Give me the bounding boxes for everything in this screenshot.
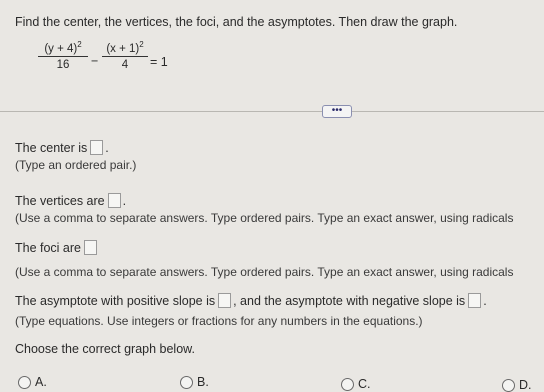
fraction-x-numerator: (x + 1) (106, 42, 140, 55)
asymptote-positive-label: The asymptote with positive slope is (15, 294, 216, 308)
option-a-radio[interactable] (18, 376, 31, 389)
foci-row (15, 240, 99, 255)
asymptote-negative-label: , and the asymptote with negative slope is (233, 294, 466, 308)
vertices-input[interactable] (108, 193, 121, 208)
center-row: The center is . (15, 141, 109, 155)
fraction-y-numerator: (y + 4) (44, 42, 78, 55)
fraction-y-term (38, 40, 88, 71)
option-c-radio[interactable] (341, 378, 354, 391)
graph-prompt: Choose the correct graph below. (15, 342, 195, 356)
fraction-x-denominator: 4 (121, 58, 129, 71)
foci-hint: (Use a comma to separate answers. Type ordered pairs. Type an exact answer, using radicals (15, 265, 514, 279)
vertices-hint: (Use a comma to separate answers. Type ordered pairs. Type an exact answer, using radicals (15, 211, 514, 225)
more-button[interactable]: ••• (322, 105, 352, 118)
asymptotes-hint: (Type equations. Use integers or fractions for any numbers in the equations.) (15, 314, 423, 328)
question-instruction: Find the center, the vertices, the foci, and the asymptotes. Then draw the graph. (15, 15, 458, 29)
section-divider (0, 111, 544, 112)
vertices-label: The vertices are (15, 194, 105, 208)
fraction-y-denominator: 16 (56, 58, 70, 71)
fraction-y-exponent: 2 (77, 40, 82, 49)
option-d-radio[interactable] (502, 379, 515, 392)
fraction-x-term (102, 40, 148, 71)
fraction-x-exponent: 2 (139, 40, 144, 49)
vertices-row: The vertices are . (15, 194, 127, 208)
minus-sign: − (91, 54, 99, 68)
option-b-radio[interactable] (180, 376, 193, 389)
asymptote-negative-input[interactable] (468, 293, 481, 308)
center-label: The center is (15, 141, 88, 155)
asymptotes-row: The asymptote with positive slope is , and the asymptote with negative slope is . (15, 294, 487, 308)
option-d-label[interactable]: D. (519, 378, 532, 392)
foci-label: The foci are (15, 241, 82, 255)
asymptote-positive-input[interactable] (218, 293, 231, 308)
option-b-label[interactable]: B. (197, 375, 209, 389)
center-input[interactable] (90, 140, 103, 155)
option-c-label[interactable]: C. (358, 377, 371, 391)
option-a-label[interactable]: A. (35, 375, 47, 389)
equation-rhs: = 1 (150, 55, 168, 69)
foci-input[interactable] (84, 240, 97, 255)
center-hint: (Type an ordered pair.) (15, 158, 137, 172)
